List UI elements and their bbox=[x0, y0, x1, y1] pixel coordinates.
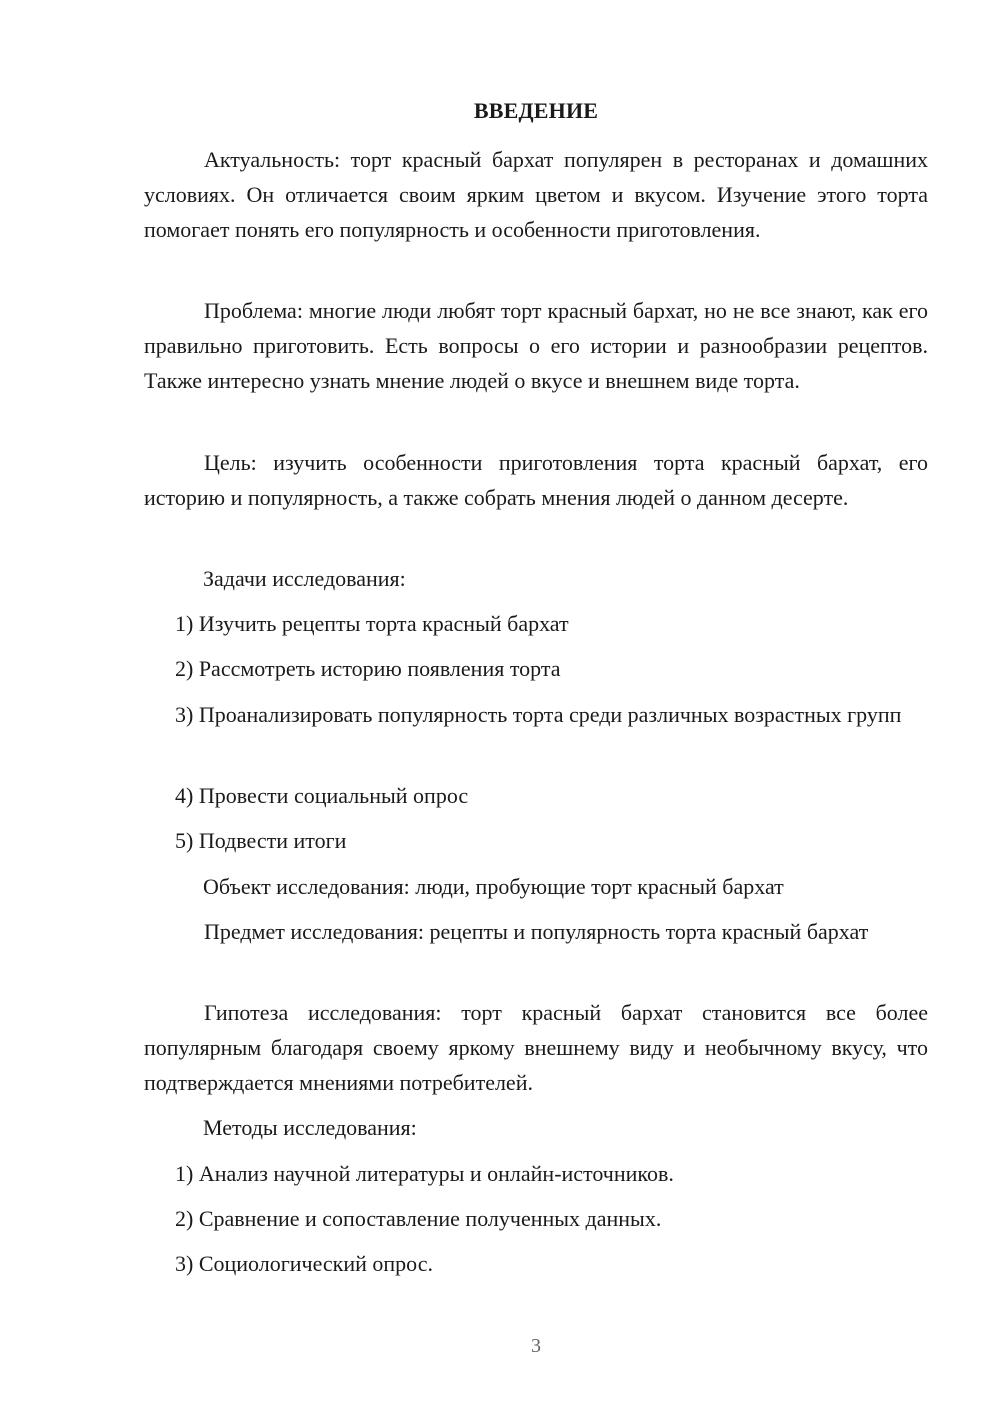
object-paragraph: Объект исследования: люди, пробующие торт красный бархат bbox=[203, 874, 784, 899]
task-item-3: 3) Проанализировать популярность торта среди различных возрастных групп bbox=[175, 702, 902, 727]
task-item-5: 5) Подвести итоги bbox=[175, 828, 347, 853]
task-item-2: 2) Рассмотреть историю появления торта bbox=[175, 656, 561, 681]
method-item-2: 2) Сравнение и сопоставление полученных данных. bbox=[175, 1206, 662, 1231]
subject-paragraph: Предмет исследования: рецепты и популярность торта красный бархат bbox=[204, 919, 869, 944]
methods-heading: Методы исследования: bbox=[203, 1115, 417, 1140]
hypothesis-paragraph: Гипотеза исследования: торт красный бархат становится все более популярным благодаря своему яркому внешнему виду и необычному вкусу, что подтверждается мнениями потребителей. bbox=[144, 1000, 928, 1095]
method-item-1: 1) Анализ научной литературы и онлайн-источников. bbox=[175, 1161, 674, 1186]
goal-paragraph: Цель: изучить особенности приготовления торта красный бархат, его историю и популярность, а также собрать мнения людей о данном десерте. bbox=[144, 450, 928, 510]
task-item-1: 1) Изучить рецепты торта красный бархат bbox=[175, 611, 569, 636]
problem-paragraph: Проблема: многие люди любят торт красный бархат, но не все знают, как его правильно приготовить. Есть вопросы о его истории и разнообразии рецептов. Также интересно узнать мнение людей о вкусе и внешнем виде торта. bbox=[144, 298, 928, 393]
method-item-3: 3) Социологический опрос. bbox=[175, 1251, 433, 1276]
relevance-paragraph: Актуальность: торт красный бархат популярен в ресторанах и домашних условиях. Он отличается своим ярким цветом и вкусом. Изучение этого торта помогает понять его популярность и особенности приготовления. bbox=[144, 147, 928, 242]
page-number: 3 bbox=[531, 1335, 541, 1357]
task-item-4: 4) Провести социальный опрос bbox=[175, 783, 469, 808]
tasks-heading: Задачи исследования: bbox=[203, 566, 406, 591]
section-title: ВВЕДЕНИЕ bbox=[473, 98, 599, 123]
